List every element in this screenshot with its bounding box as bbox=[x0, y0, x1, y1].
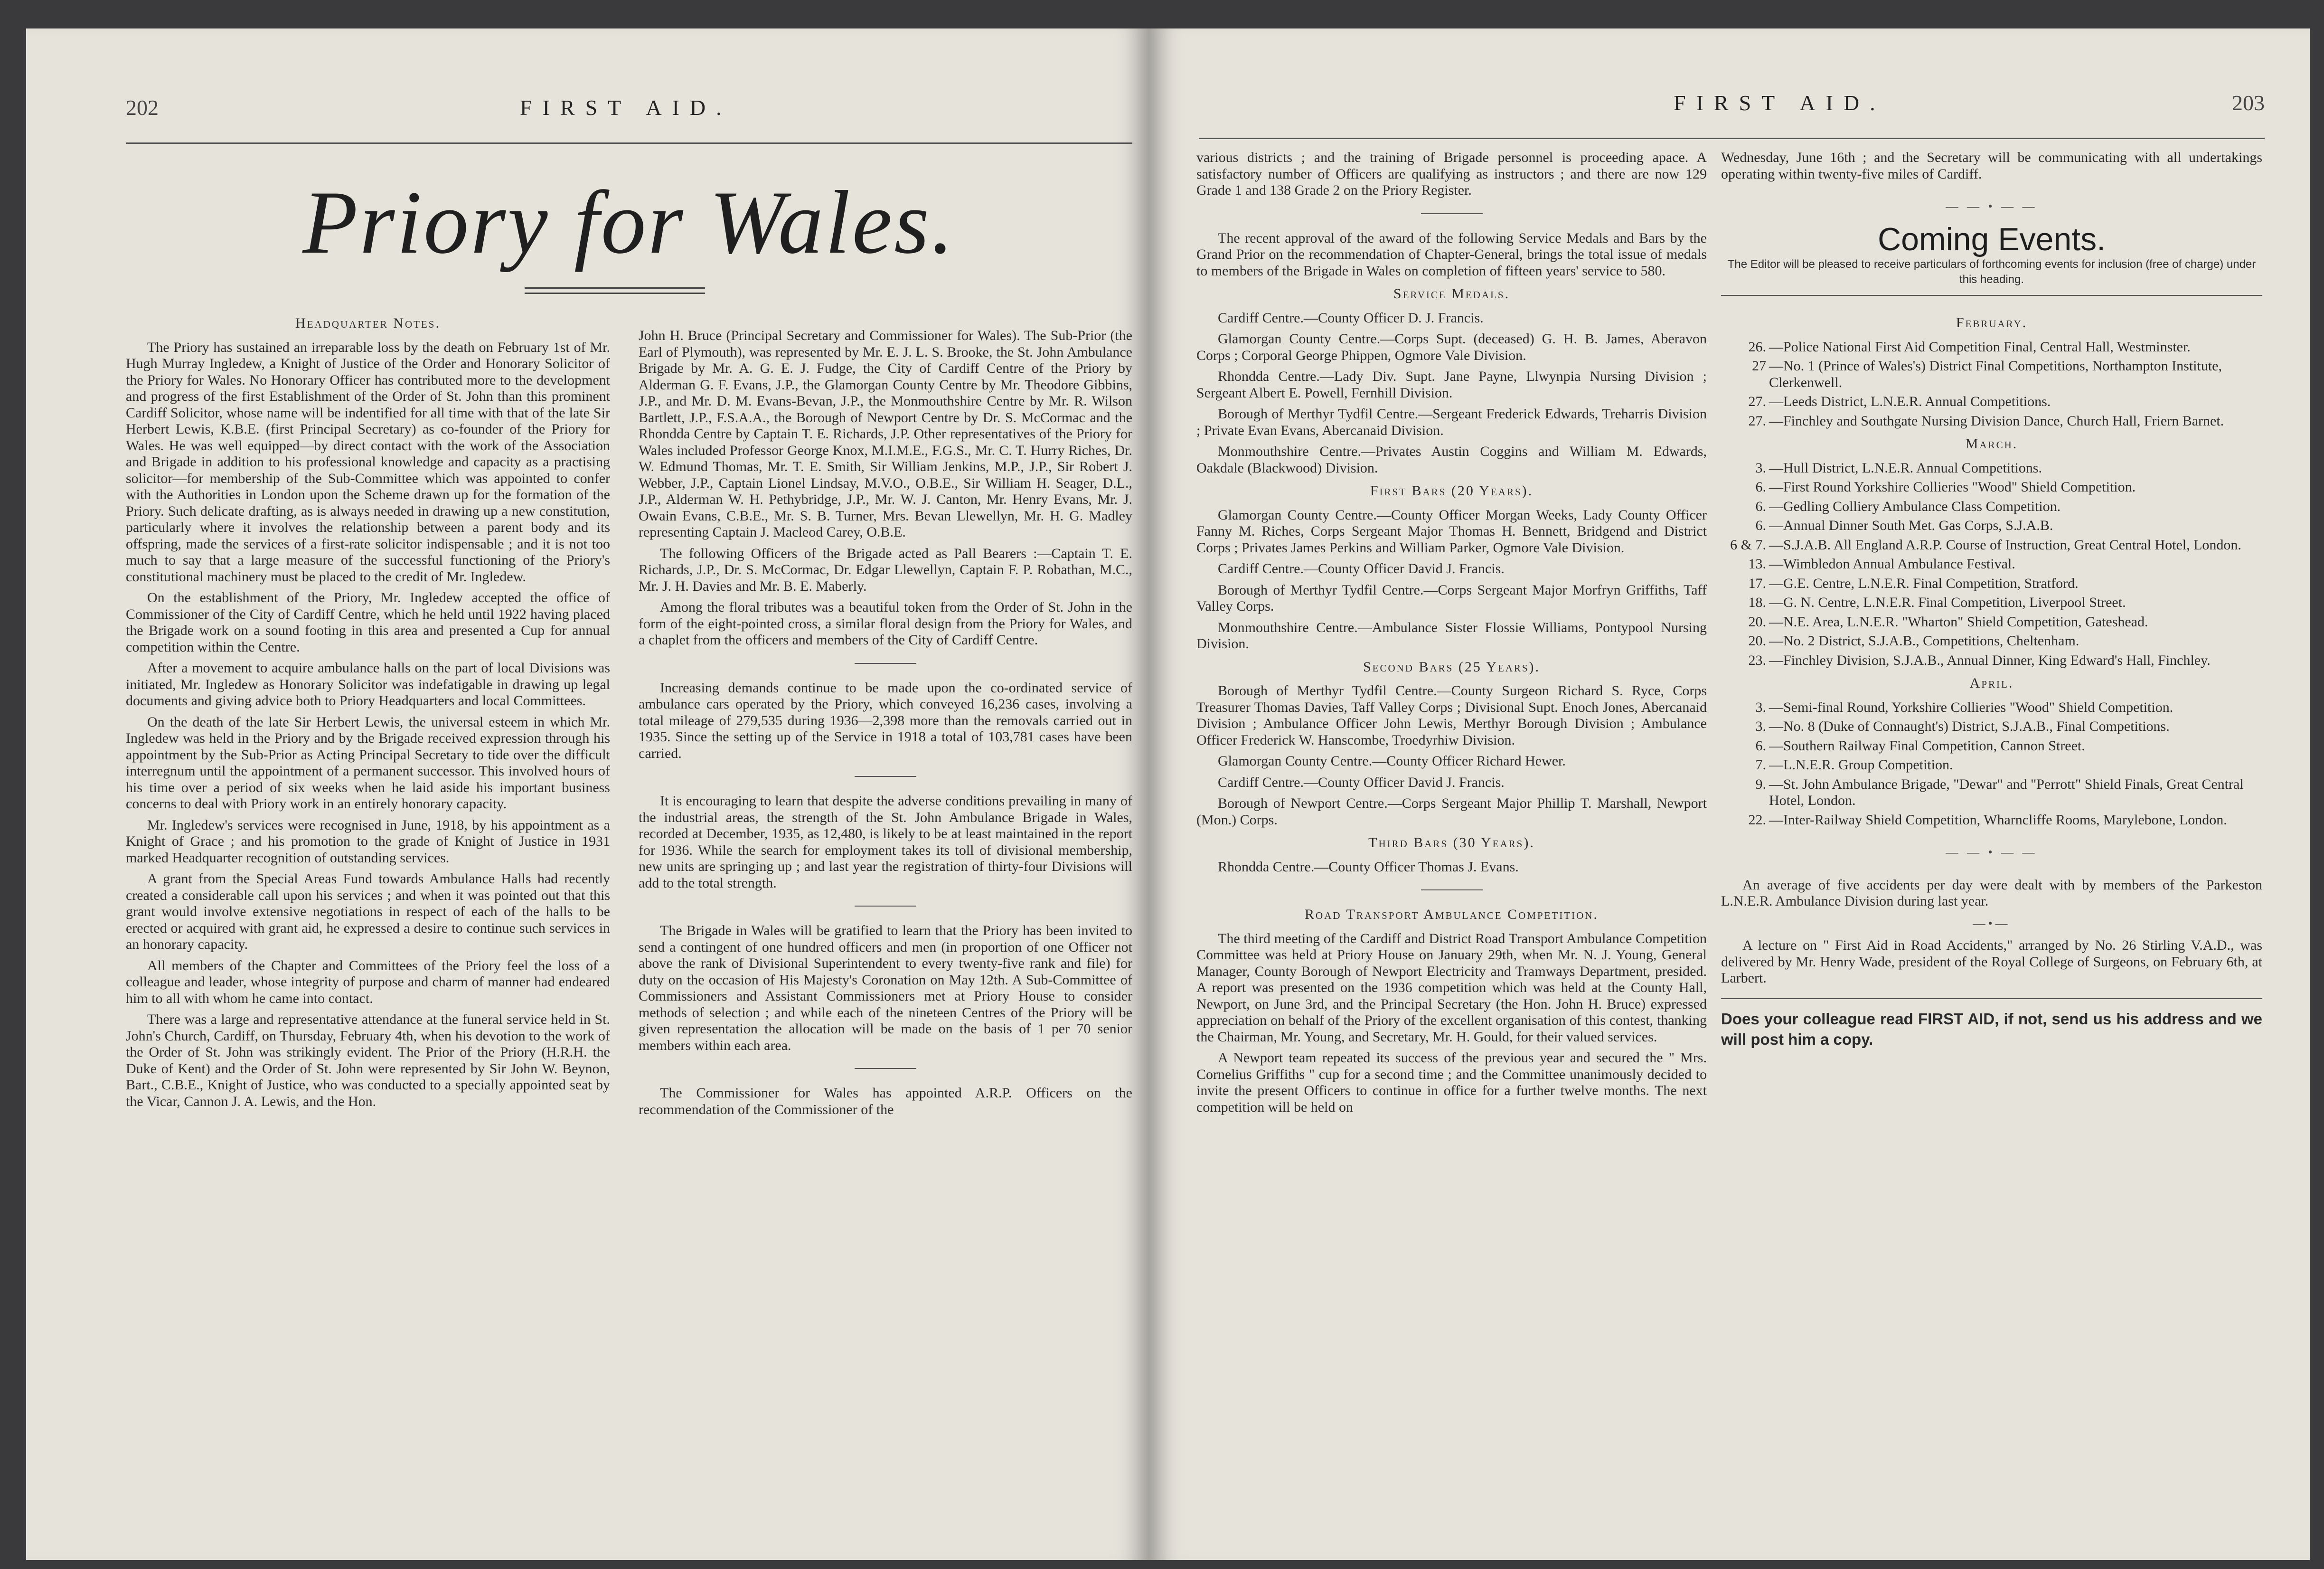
subhead-third-bars: Third Bars (30 Years). bbox=[1368, 835, 1535, 851]
event-text: —First Round Yorkshire Collieries "Wood" Shield Competition. bbox=[1769, 479, 2136, 495]
list-item: Monmouthshire Centre.—Privates Austin Coggins and William M. Edwards, Oakdale (Blackwood) Division. bbox=[1196, 444, 1707, 476]
event-item bbox=[1721, 499, 2262, 515]
list-item: Cardiff Centre.—County Officer D. J. Francis. bbox=[1218, 310, 1484, 326]
event-text: —L.N.E.R. Group Competition. bbox=[1769, 757, 1953, 773]
event-date: 3. bbox=[1755, 460, 1766, 476]
event-item bbox=[1721, 652, 2262, 669]
paragraph: There was a large and representative attendance at the funeral service held in St. John's Church, Cardiff, on Thursday, February 4th, when his devotion to the work of the Order of St. John was strikingly evident. The Prior of the Priory (H.R.H. the Duke of Kent) and the Order of St. John were represented by Sir John W. Beynon, Bart., C.B.E., Knight of Justice, who was conducted to a specially appointed seat by the Vicar, Cannon J. A. Lewis, and the Hon. bbox=[126, 1011, 610, 1109]
event-item bbox=[1721, 518, 2262, 534]
event-date: 6. bbox=[1755, 479, 1766, 495]
event-item bbox=[1721, 776, 2262, 809]
event-date: 20. bbox=[1748, 614, 1766, 630]
event-item bbox=[1721, 339, 2262, 356]
event-item bbox=[1721, 479, 2262, 496]
subhead-service-medals: Service Medals. bbox=[1393, 286, 1510, 302]
ornament-divider: — — • — — bbox=[1946, 199, 2038, 213]
section-divider bbox=[1421, 213, 1483, 214]
event-date: 23. bbox=[1748, 652, 1766, 668]
ornament-divider: — — • — — bbox=[1946, 845, 2038, 859]
event-text: —Annual Dinner South Met. Gas Corps, S.J.A.B. bbox=[1769, 518, 2053, 533]
list-item: Glamorgan County Centre.—County Officer Richard Hewer. bbox=[1218, 753, 1566, 769]
event-date: 13. bbox=[1748, 556, 1766, 572]
subhead-road-transport: Road Transport Ambulance Competition. bbox=[1305, 907, 1599, 922]
running-head-right bbox=[1199, 85, 2265, 139]
section-divider bbox=[1421, 889, 1483, 890]
event-text: —Finchley Division, S.J.A.B., Annual Dinner, King Edward's Hall, Finchley. bbox=[1769, 652, 2211, 668]
ornament-small: —•— bbox=[1973, 916, 2011, 930]
event-item bbox=[1721, 413, 2262, 430]
event-item bbox=[1721, 738, 2262, 755]
event-date: 27. bbox=[1748, 394, 1766, 409]
article-title: Priory for Wales. bbox=[302, 173, 956, 273]
event-text: —Semi-final Round, Yorkshire Collieries "Wood" Shield Competition. bbox=[1769, 699, 2173, 715]
event-text: —Finchley and Southgate Nursing Division Dance, Church Hall, Friern Barnet. bbox=[1769, 413, 2224, 429]
page-number-left: 202 bbox=[126, 95, 159, 120]
paragraph: The Priory has sustained an irreparable loss by the death on February 1st of Mr. Hugh Murray Ingledew, a Knight of Justice of the Order and Honorary Solicitor of the Priory for Wales. No Honorary Officer has contributed more to the development and progress of the first Establishment of the Order of St. John than this prominent Cardiff Solicitor, whose name will be indentified for all time with that of the late Sir Herbert Lewis, K.B.E. (first Principal Secretary) as co-founder of the Priory for Wales. He was well equipped—by direct contact with the work of the Association and Brigade in addition to his professional knowledge and capacity as a practising solicitor—for membership of the Sub-Committee which was appointed to confer with the Authorities in London upon the Scheme drawn up for the formation of the Priory. Such delicate drafting, as is always needed in drawing up a new constitution, particularly where it involves the relationship between a parent body and its offspring, made the services of a first-rate solicitor indispensable ; and it is not too much to say that a large measure of the successful functioning of the Priory's constitutional machinery must be placed to the credit of Mr. Ingledew. bbox=[126, 339, 610, 585]
event-date: 22. bbox=[1748, 812, 1766, 828]
event-item bbox=[1721, 576, 2262, 592]
list-item: Borough of Merthyr Tydfil Centre.—Corps Sergeant Major Morfryn Griffiths, Taff Valley Corps. bbox=[1196, 582, 1707, 614]
event-item bbox=[1721, 358, 2262, 391]
right-column-1 bbox=[1196, 150, 1707, 1120]
paragraph: The third meeting of the Cardiff and District Road Transport Ambulance Competition Committee was held at Priory House on January 29th, when Mr. N. J. Young, General Manager, County Borough of Newport Electricity and Tramways Department, presided. A report was presented on the 1936 competition which was held at the County Hall, Newport, on June 3rd, and the Principal Secretary (the Hon. John H. Bruce) expressed appreciation on behalf of the Priory of the excellent organisation of this contest, thanking the Chairman, Mr. Young, and Secretary, Mr. H. Gould, for their valued services. bbox=[1196, 930, 1707, 1045]
event-date: 7. bbox=[1755, 757, 1766, 773]
list-item: Borough of Merthyr Tydfil Centre.—County Surgeon Richard S. Ryce, Corps Treasurer Thomas Davies, Taff Valley Corps ; Divisional Supt. Enoch Jones, Abercanaid Division ; Ambulance Officer John Lewis, Merthyr Borough Division ; Ambulance Officer Frederick W. Hanscombe, Troedyrhiw Division. bbox=[1196, 683, 1707, 748]
event-text: —Wimbledon Annual Ambulance Festival. bbox=[1769, 556, 2015, 572]
section-divider bbox=[855, 1068, 916, 1069]
event-item bbox=[1721, 633, 2262, 650]
event-item bbox=[1721, 614, 2262, 631]
paragraph: After a movement to acquire ambulance halls on the part of local Divisions was initiated, Mr. Ingledew as Honorary Solicitor was indefatigable in drawing up legal documents and giving advice both to Priory Headquarters and local Committees. bbox=[126, 660, 610, 709]
right-column-2 bbox=[1721, 150, 2262, 1049]
left-column-1 bbox=[126, 309, 610, 1115]
subscription-appeal: Does your colleague read FIRST AID, if not, send us his address and we will post him a copy. bbox=[1721, 998, 2262, 1049]
paragraph: On the establishment of the Priory, Mr. Ingledew accepted the office of Commissioner of the City of Cardiff Centre, which he held until 1922 having placed the Brigade work on a sound footing in this area and presented a Cup for annual competition within the Centre. bbox=[126, 590, 610, 655]
event-item bbox=[1721, 537, 2262, 554]
paragraph: The following Officers of the Brigade acted as Pall Bearers :—Captain T. E. Richards, J.P., Dr. S. McCormac, Dr. Edgar Llewellyn, Captain F. P. Robathan, M.C., Mr. J. H. Davies and Mr. B. E. Maberly. bbox=[639, 545, 1132, 594]
paragraph: Mr. Ingledew's services were recognised in June, 1918, by his appointment as a Knight of Grace ; and his promotion to the grade of Knight of Justice in 1931 marked Headquarter recognition of outstanding services. bbox=[126, 817, 610, 866]
list-item: Glamorgan County Centre.—County Officer Morgan Weeks, Lady County Officer Fanny M. Riches, Corps Sergeant Major Thomas H. Bennett, Bridgend and District Corps ; Privates James Perkins and William Parker, Ogmore Vale Division. bbox=[1196, 507, 1707, 556]
event-text: —Inter-Railway Shield Competition, Wharncliffe Rooms, Marylebone, London. bbox=[1769, 812, 2227, 828]
event-text: —G.E. Centre, L.N.E.R. Final Competition, Stratford. bbox=[1769, 575, 2079, 591]
paragraph-arp: The Commissioner for Wales has appointed A.R.P. Officers on the recommendation of the Commissioner of the bbox=[639, 1085, 1132, 1117]
event-date: 18. bbox=[1748, 595, 1766, 610]
list-item: Borough of Merthyr Tydfil Centre.—Sergeant Frederick Edwards, Treharris Division ; Private Evan Evans, Abercanaid Division. bbox=[1196, 406, 1707, 438]
section-divider bbox=[855, 663, 916, 664]
event-date: 6. bbox=[1755, 518, 1766, 533]
event-item bbox=[1721, 595, 2262, 611]
paragraph: Among the floral tributes was a beautiful token from the Order of St. John in the form of the eight-pointed cross, a similar floral design from the Priory for Wales, and a chaplet from the officers and members of the City of Cardiff Centre. bbox=[639, 599, 1132, 648]
event-text: —S.J.A.B. All England A.R.P. Course of Instruction, Great Central Hotel, London. bbox=[1769, 537, 2241, 553]
event-item bbox=[1721, 556, 2262, 573]
month-heading-march: March. bbox=[1965, 436, 2018, 452]
event-text: —No. 8 (Duke of Connaught's) District, S.J.A.B., Final Competitions. bbox=[1769, 718, 2170, 734]
paragraph: On the death of the late Sir Herbert Lewis, the universal esteem in which Mr. Ingledew was held in the Priory and by the Brigade received expression through his appointment by the Sub-Prior as Acting Principal Secretary to tide over the difficult interregnum until the appointment of a permanent successor. This involved hours of his time over a period of six weeks when he laid aside his important business concerns to deal with Priory work in an entirely honorary capacity. bbox=[126, 714, 610, 812]
event-item bbox=[1721, 699, 2262, 716]
event-text: —Leeds District, L.N.E.R. Annual Competitions. bbox=[1769, 394, 2051, 409]
paragraph: A Newport team repeated its success of the previous year and secured the " Mrs. Cornelius Griffiths " cup for a second time ; and the Committee unanimously decided to invite the present Officers to continue in office for a further twelve months. The next competition will be held on bbox=[1196, 1050, 1707, 1115]
paragraph: A grant from the Special Areas Fund towards Ambulance Halls had recently created a considerable call upon his services ; and when it was pointed out that this grant would involve extensive negotiations in respect of each of the halls to be erected or acquired with grant aid, he expressed a desire to continue such services in an honorary capacity. bbox=[126, 871, 610, 952]
event-list-march bbox=[1721, 460, 2262, 669]
event-date: 6. bbox=[1755, 737, 1766, 754]
event-date: 17. bbox=[1748, 575, 1766, 591]
event-text: —Hull District, L.N.E.R. Annual Competitions. bbox=[1769, 460, 2042, 476]
event-text: —Gedling Colliery Ambulance Class Competition. bbox=[1769, 498, 2061, 514]
list-item: Monmouthshire Centre.—Ambulance Sister Flossie Williams, Pontypool Nursing Division. bbox=[1196, 619, 1707, 652]
list-item: Cardiff Centre.—County Officer David J. Francis. bbox=[1218, 774, 1505, 790]
event-date: 6. bbox=[1755, 498, 1766, 514]
event-date: 27 bbox=[1752, 358, 1766, 374]
running-head-left bbox=[126, 90, 1132, 144]
event-date: 3. bbox=[1755, 718, 1766, 734]
event-date: 6 & 7. bbox=[1730, 537, 1766, 553]
event-date: 26. bbox=[1748, 339, 1766, 355]
event-item bbox=[1721, 394, 2262, 410]
list-item: Rhondda Centre.—County Officer Thomas J. Evans. bbox=[1218, 859, 1519, 875]
month-heading-april: April. bbox=[1969, 675, 2014, 691]
paragraph: various districts ; and the training of Brigade personnel is proceeding apace. A satisfactory number of Officers are qualifying as instructors ; and there are now 129 Grade 1 and 138 Grade 2 on the Priory Register. bbox=[1196, 150, 1707, 198]
event-text: —Southern Railway Final Competition, Cannon Street. bbox=[1769, 737, 2085, 754]
paragraph: All members of the Chapter and Committees of the Priory feel the loss of a colleague and leader, whose integrity of purpose and charm of manner had endeared him to all with whom he came into contact. bbox=[126, 957, 610, 1006]
paragraph-accidents: An average of five accidents per day were dealt with by members of the Parkeston L.N.E.R. Ambulance Division during last year. bbox=[1721, 877, 2262, 909]
subhead-headquarter-notes: Headquarter Notes. bbox=[295, 315, 441, 331]
event-item bbox=[1721, 460, 2262, 477]
event-item bbox=[1721, 757, 2262, 774]
event-text: —No. 1 (Prince of Wales's) District Final Competitions, Northampton Institute, Clerkenwell. bbox=[1769, 358, 2222, 390]
list-item: Rhondda Centre.—Lady Div. Supt. Jane Payne, Llwynpia Nursing Division ; Sergeant Albert E. Powell, Fernhill Division. bbox=[1196, 369, 1707, 401]
event-text: —Police National First Aid Competition Final, Central Hall, Westminster. bbox=[1769, 339, 2191, 355]
event-list-april bbox=[1721, 699, 2262, 829]
running-title-left: FIRST AID. bbox=[520, 95, 732, 120]
event-item bbox=[1721, 812, 2262, 829]
event-text: —St. John Ambulance Brigade, "Dewar" and "Perrott" Shield Finals, Great Central Hotel, London. bbox=[1769, 776, 2244, 808]
event-list-february bbox=[1721, 339, 2262, 430]
event-date: 20. bbox=[1748, 633, 1766, 649]
subhead-second-bars: Second Bars (25 Years). bbox=[1363, 659, 1541, 675]
event-text: —N.E. Area, L.N.E.R. "Wharton" Shield Competition, Gateshead. bbox=[1769, 614, 2148, 630]
left-column-2 bbox=[639, 328, 1132, 1123]
left-page bbox=[26, 28, 1149, 1560]
title-rule bbox=[525, 287, 705, 294]
event-text: —G. N. Centre, L.N.E.R. Final Competition, Liverpool Street. bbox=[1769, 595, 2126, 610]
paragraph-coronation: The Brigade in Wales will be gratified to learn that the Priory has been invited to send a contingent of one hundred officers and men (in proportion of one Officer not above the rank of Divisional Superintendent to every twenty-five rank and file) for duty on the occasion of His Majesty's Coronation on May 12th. A Sub-Committee of Commissioners and Assistant Commissioners met at Priory House to consider methods of selection ; and while each of the nineteen Centres of the Priory will be given representation the allocation will be made on the basis of 1 per 70 senior members within each area. bbox=[639, 923, 1132, 1053]
section-divider bbox=[855, 776, 916, 777]
event-date: 27. bbox=[1748, 413, 1766, 429]
event-date: 3. bbox=[1755, 699, 1766, 715]
event-item bbox=[1721, 718, 2262, 735]
month-heading-february: February. bbox=[1956, 315, 2028, 331]
event-date: 9. bbox=[1755, 776, 1766, 792]
paragraph-ambulance-cars: Increasing demands continue to be made upon the co-ordinated service of ambulance cars operated by the Priory, which conveyed 16,236 cases, involving a total mileage of 279,535 during 1936—2,398 more than the removals carried out in 1935. Since the setting up of the Service in 1918 a total of 103,781 cases have been carried. bbox=[639, 680, 1132, 761]
paragraph: John H. Bruce (Principal Secretary and Commissioner for Wales). The Sub-Prior (the Earl of Plymouth), was represented by Mr. E. J. L. S. Brooke, the St. John Ambulance Brigade by Mr. A. G. E. J. Fudge, the City of Cardiff Centre of the Priory by Alderman G. F. Evans, J.P., the Glamorgan County Centre by Mr. Theodore Gibbins, J.P., and Mr. D. M. Evans-Bevan, J.P., the Monmouthshire Centre by Mr. R. Wilson Bartlett, J.P., F.S.A.A., the Borough of Newport Centre by Dr. S. McCormac and the Rhondda Centre by Captain T. E. Richards, J.P. Other representatives of the Priory for Wales included Professor George Knox, M.I.M.E., F.G.S., Mr. C. T. Hurry Riches, Dr. W. Edmund Thomas, Mr. T. E. Smith, Sir William Jenkins, M.P., J.P., Sir Robert J. Webber, J.P., Captain Lionel Lindsay, M.V.O., O.B.E., Sir William H. Seager, D.L., J.P., Alderman W. H. Pethybridge, J.P., Mr. W. J. Canton, Mr. Henry Evans, Mr. J. Owain Evans, C.B.E., Mr. S. B. Turner, Mrs. Bevan Llewellyn, Mr. H. G. Madley representing Captain J. Macleod Carey, O.B.E. bbox=[639, 328, 1132, 540]
subhead-first-bars: First Bars (20 Years). bbox=[1370, 483, 1534, 499]
paragraph-medals-approval: The recent approval of the award of the following Service Medals and Bars by the Grand Prior on the recommendation of Chapter-General, brings the total issue of medals to members of the Brigade in Wales on completion of fifteen years' service to 580. bbox=[1196, 230, 1707, 279]
paragraph: Wednesday, June 16th ; and the Secretary will be communicating with all undertakings operating within twenty-five miles of Cardiff. bbox=[1721, 150, 2262, 182]
coming-events-title: Coming Events. bbox=[1878, 221, 2106, 257]
running-title-right: FIRST AID. bbox=[1674, 91, 1886, 115]
right-page bbox=[1149, 28, 2310, 1560]
paragraph-brigade-strength: It is encouraging to learn that despite the adverse conditions prevailing in many of the industrial areas, the strength of the St. John Ambulance Brigade in Wales, recorded at December, 1935, as 12,480, is likely to be at least maintained in the report for 1936. While the search for employment takes its toll of divisional membership, new units are springing up ; and last year the registration of thirty-four Divisions will add to the total strength. bbox=[639, 793, 1132, 891]
section-divider bbox=[855, 906, 916, 907]
coming-events-intro: The Editor will be pleased to receive particulars of forthcoming events for inclusion (free of charge) under this heading. bbox=[1721, 257, 2262, 296]
paragraph-lecture: A lecture on " First Aid in Road Accidents," arranged by No. 26 Stirling V.A.D., was delivered by Mr. Henry Wade, president of the Royal College of Surgeons, on February 6th, at Larbert. bbox=[1721, 937, 2262, 986]
event-text: —No. 2 District, S.J.A.B., Competitions, Cheltenham. bbox=[1769, 633, 2079, 649]
page-number-right: 203 bbox=[2232, 91, 2265, 115]
list-item: Cardiff Centre.—County Officer David J. Francis. bbox=[1218, 561, 1505, 577]
list-item: Borough of Newport Centre.—Corps Sergeant Major Phillip T. Marshall, Newport (Mon.) Corps. bbox=[1196, 795, 1707, 828]
list-item: Glamorgan County Centre.—Corps Supt. (deceased) G. H. B. James, Aberavon Corps ; Corporal George Phippen, Ogmore Vale Division. bbox=[1196, 331, 1707, 363]
